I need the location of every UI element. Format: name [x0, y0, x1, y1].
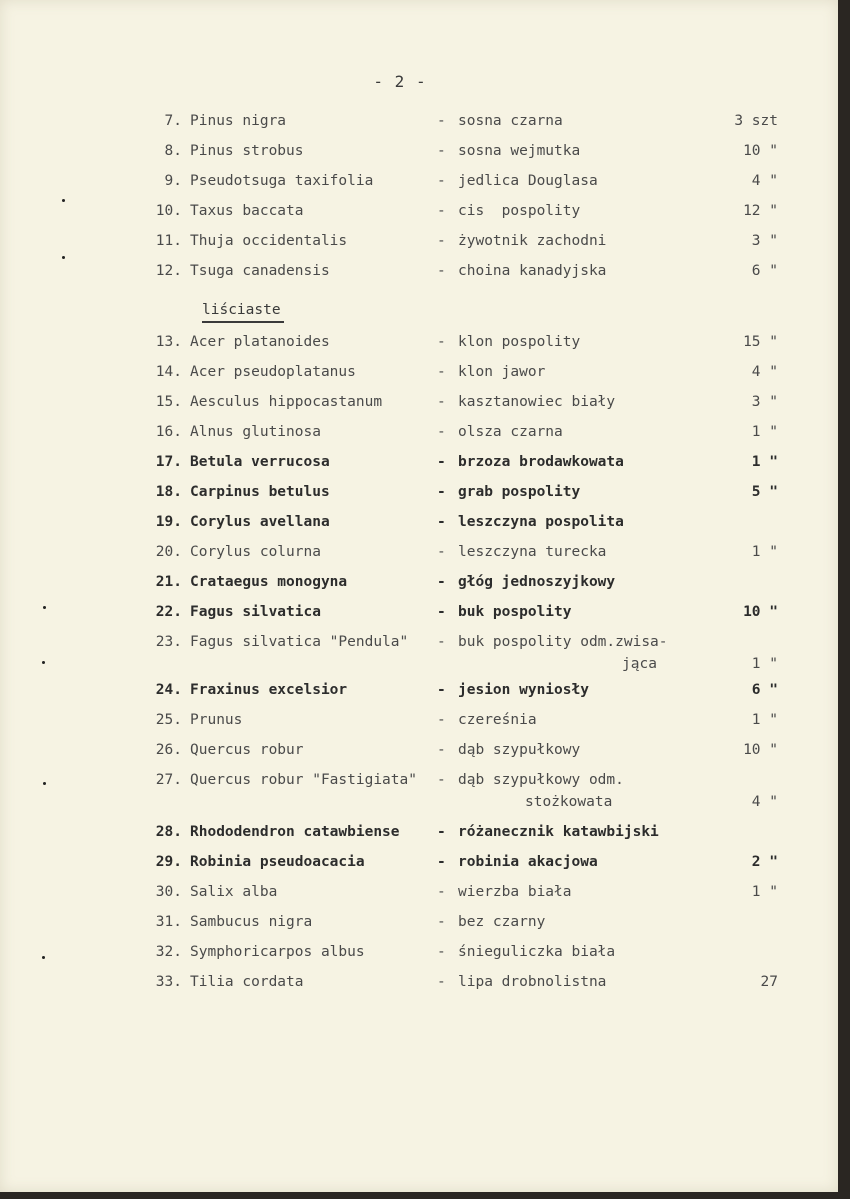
polish-name-continuation: jąca: [622, 656, 657, 672]
polish-name: dąb szypułkowy odm.: [458, 772, 624, 788]
separator-dash: -: [437, 974, 446, 990]
quantity: 15 ": [743, 334, 778, 350]
item-number: 7.: [164, 113, 182, 129]
separator-dash: -: [437, 854, 446, 870]
quantity: 3 szt: [734, 113, 778, 129]
polish-name: dąb szypułkowy: [458, 742, 581, 758]
quantity: 2 ": [751, 854, 778, 870]
item-number: 26.: [155, 742, 182, 758]
latin-name: Fraxinus excelsior: [190, 682, 348, 698]
list-item: [0, 854, 838, 878]
separator-dash: -: [437, 454, 446, 470]
latin-name: Quercus robur "Fastigiata": [190, 772, 417, 788]
separator-dash: -: [437, 364, 446, 380]
latin-name: Thuja occidentalis: [190, 233, 348, 249]
item-number: 31.: [155, 914, 182, 930]
item-number: 29.: [155, 854, 182, 870]
item-number: 27.: [155, 772, 182, 788]
list-item: [0, 263, 838, 287]
polish-name: lipa drobnolistna: [458, 974, 607, 990]
list-item: [0, 143, 838, 167]
margin-mark: [62, 256, 65, 259]
item-number: 24.: [155, 682, 182, 698]
separator-dash: -: [437, 544, 446, 560]
page-number: - 2 -: [373, 72, 427, 91]
separator-dash: -: [437, 634, 446, 650]
polish-name: brzoza brodawkowata: [458, 454, 624, 470]
separator-dash: -: [437, 173, 446, 189]
list-item: [0, 484, 838, 508]
quantity: 6 ": [751, 263, 778, 279]
polish-name: sosna wejmutka: [458, 143, 581, 159]
separator-dash: -: [437, 712, 446, 728]
latin-name: Carpinus betulus: [190, 484, 330, 500]
separator-dash: -: [437, 772, 446, 788]
item-number: 22.: [155, 604, 182, 620]
latin-name: Robinia pseudoacacia: [190, 854, 365, 870]
polish-name: śnieguliczka biała: [458, 944, 616, 960]
latin-name: Corylus colurna: [190, 544, 321, 560]
quantity: 4 ": [751, 364, 778, 380]
item-number: 14.: [155, 364, 182, 380]
item-number: 17.: [155, 454, 182, 470]
margin-mark: [62, 199, 65, 202]
quantity: 10 ": [743, 143, 778, 159]
item-number: 19.: [155, 514, 182, 530]
quantity: 1 ": [751, 712, 778, 728]
latin-name: Prunus: [190, 712, 243, 728]
latin-name: Pinus strobus: [190, 143, 304, 159]
list-item: [0, 772, 838, 810]
separator-dash: -: [437, 263, 446, 279]
margin-mark: [43, 782, 46, 785]
latin-name: Pseudotsuga taxifolia: [190, 173, 374, 189]
polish-name: choina kanadyjska: [458, 263, 607, 279]
separator-dash: -: [437, 143, 446, 159]
polish-name: olsza czarna: [458, 424, 563, 440]
separator-dash: -: [437, 203, 446, 219]
latin-name: Salix alba: [190, 884, 278, 900]
latin-name: Acer pseudoplatanus: [190, 364, 356, 380]
list-item: [0, 424, 838, 448]
list-item: [0, 604, 838, 628]
polish-name: klon jawor: [458, 364, 546, 380]
list-item: [0, 574, 838, 598]
item-number: 18.: [155, 484, 182, 500]
item-number: 15.: [155, 394, 182, 410]
list-item: [0, 712, 838, 736]
list-item: [0, 824, 838, 848]
list-item: [0, 974, 838, 998]
item-number: 11.: [155, 233, 182, 249]
list-item: [0, 634, 838, 672]
separator-dash: -: [437, 604, 446, 620]
polish-name: jesion wyniosły: [458, 682, 589, 698]
polish-name: bez czarny: [458, 914, 546, 930]
latin-name: Tilia cordata: [190, 974, 304, 990]
separator-dash: -: [437, 484, 446, 500]
separator-dash: -: [437, 233, 446, 249]
polish-name: klon pospolity: [458, 334, 581, 350]
polish-name-continuation: stożkowata: [525, 794, 613, 810]
margin-mark: [42, 956, 45, 959]
list-item: [0, 203, 838, 227]
latin-name: Symphoricarpos albus: [190, 944, 365, 960]
polish-name: leszczyna turecka: [458, 544, 607, 560]
item-number: 20.: [155, 544, 182, 560]
polish-name: kasztanowiec biały: [458, 394, 616, 410]
list-item: [0, 233, 838, 257]
section-heading: liściaste: [202, 302, 284, 323]
item-number: 9.: [164, 173, 182, 189]
polish-name: różanecznik katawbijski: [458, 824, 659, 840]
list-item: [0, 334, 838, 358]
quantity: 27: [760, 974, 778, 990]
polish-name: cis pospolity: [458, 203, 581, 219]
quantity: 10 ": [743, 742, 778, 758]
polish-name: buk pospolity odm.zwisa-: [458, 634, 668, 650]
latin-name: Corylus avellana: [190, 514, 330, 530]
latin-name: Alnus glutinosa: [190, 424, 321, 440]
list-item: [0, 544, 838, 568]
list-item: [0, 454, 838, 478]
latin-name: Pinus nigra: [190, 113, 287, 129]
latin-name: Quercus robur: [190, 742, 304, 758]
separator-dash: -: [437, 334, 446, 350]
latin-name: Fagus silvatica: [190, 604, 321, 620]
margin-mark: [43, 606, 46, 609]
item-number: 25.: [155, 712, 182, 728]
quantity: 1 ": [751, 544, 778, 560]
item-number: 32.: [155, 944, 182, 960]
polish-name: leszczyna pospolita: [458, 514, 624, 530]
list-item: [0, 742, 838, 766]
list-item: [0, 514, 838, 538]
separator-dash: -: [437, 824, 446, 840]
item-number: 23.: [155, 634, 182, 650]
latin-name: Betula verrucosa: [190, 454, 330, 470]
quantity: 1 ": [751, 884, 778, 900]
list-item: [0, 944, 838, 968]
quantity: 1 ": [751, 656, 778, 672]
separator-dash: -: [437, 424, 446, 440]
quantity: 1 ": [751, 424, 778, 440]
quantity: 4 ": [751, 173, 778, 189]
polish-name: żywotnik zachodni: [458, 233, 607, 249]
latin-name: Crataegus monogyna: [190, 574, 348, 590]
separator-dash: -: [437, 514, 446, 530]
polish-name: czereśnia: [458, 712, 537, 728]
separator-dash: -: [437, 682, 446, 698]
latin-name: Taxus baccata: [190, 203, 304, 219]
polish-name: wierzba biała: [458, 884, 572, 900]
latin-name: Fagus silvatica "Pendula": [190, 634, 409, 650]
separator-dash: -: [437, 574, 446, 590]
separator-dash: -: [437, 113, 446, 129]
separator-dash: -: [437, 884, 446, 900]
latin-name: Acer platanoides: [190, 334, 330, 350]
list-item: [0, 914, 838, 938]
item-number: 21.: [155, 574, 182, 590]
quantity: 3 ": [751, 394, 778, 410]
margin-mark: [42, 661, 45, 664]
separator-dash: -: [437, 394, 446, 410]
item-number: 30.: [155, 884, 182, 900]
polish-name: robinia akacjowa: [458, 854, 598, 870]
list-item: [0, 394, 838, 418]
quantity: 5 ": [751, 484, 778, 500]
item-number: 10.: [155, 203, 182, 219]
separator-dash: -: [437, 944, 446, 960]
quantity: 1 ": [751, 454, 778, 470]
list-item: [0, 364, 838, 388]
polish-name: głóg jednoszyjkowy: [458, 574, 616, 590]
latin-name: Sambucus nigra: [190, 914, 313, 930]
separator-dash: -: [437, 742, 446, 758]
polish-name: buk pospolity: [458, 604, 572, 620]
item-number: 8.: [164, 143, 182, 159]
latin-name: Rhododendron catawbiense: [190, 824, 400, 840]
item-number: 33.: [155, 974, 182, 990]
quantity: 12 ": [743, 203, 778, 219]
list-item: [0, 173, 838, 197]
separator-dash: -: [437, 914, 446, 930]
latin-name: Tsuga canadensis: [190, 263, 330, 279]
item-number: 12.: [155, 263, 182, 279]
list-item: [0, 682, 838, 706]
item-number: 28.: [155, 824, 182, 840]
list-item: [0, 113, 838, 137]
quantity: 6 ": [751, 682, 778, 698]
polish-name: sosna czarna: [458, 113, 563, 129]
polish-name: grab pospolity: [458, 484, 581, 500]
quantity: 3 ": [751, 233, 778, 249]
list-item: [0, 884, 838, 908]
item-number: 16.: [155, 424, 182, 440]
polish-name: jedlica Douglasa: [458, 173, 598, 189]
latin-name: Aesculus hippocastanum: [190, 394, 383, 410]
quantity: 4 ": [751, 794, 778, 810]
item-number: 13.: [155, 334, 182, 350]
quantity: 10 ": [743, 604, 778, 620]
